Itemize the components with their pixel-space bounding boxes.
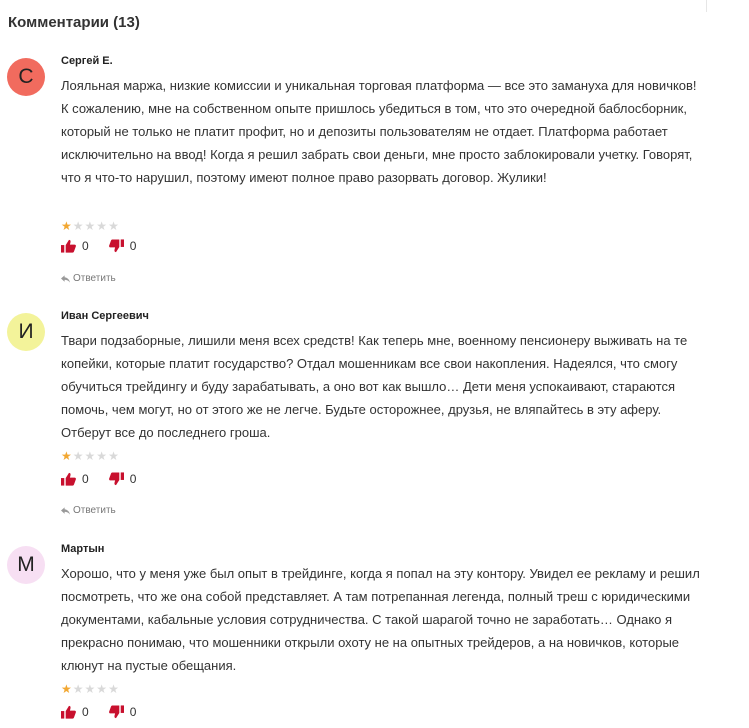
reply-label: Ответить	[73, 273, 116, 284]
avatar: С	[7, 58, 45, 96]
avatar: И	[7, 313, 45, 351]
reply-arrow-icon	[61, 507, 70, 515]
like-count: 0	[82, 705, 89, 719]
star-icon[interactable]: ★	[84, 682, 97, 696]
rating-stars[interactable]	[61, 220, 120, 232]
like-count: 0	[82, 472, 89, 486]
like-count: 0	[82, 239, 89, 253]
like-button[interactable]	[61, 472, 89, 486]
vote-bar	[61, 704, 136, 720]
divider-line	[706, 0, 707, 12]
thumbs-down-icon	[109, 472, 124, 486]
avatar: М	[7, 546, 45, 584]
star-icon[interactable]: ★	[84, 449, 97, 463]
star-icon[interactable]: ★	[108, 682, 120, 696]
dislike-button[interactable]	[109, 705, 137, 719]
star-icon[interactable]: ★	[108, 449, 120, 463]
comment-text: Хорошо, что у меня уже был опыт в трейдинге, когда я попал на эту контору. Увидел ее рекламу и решил посмотреть, что же она собой представляет. А там потрепанная легенда, полный треш с юридическими документами, кабальные условия сотрудничества. С такой шарагой точно не заработать… Однако я прекрасно понимаю, что мошенники открыли охоту не на опытных трейдеров, а на новичков, которые клюнут на пустые обещания.	[61, 566, 700, 673]
thumbs-up-icon	[61, 472, 76, 486]
star-icon[interactable]: ★	[96, 449, 109, 463]
comment-text: Твари подзаборные, лишили меня всех средств! Как теперь мне, военному пенсионеру выживать на те копейки, которые платит государство? Отдал мошенникам все свои накопления. Надеялся, что смогу обучиться трейдингу и буду зарабатывать, а оно вот как вышло… Дети меня успокаивают, стараются помочь, чем могут, но от этого же не легче. Будьте осторожнее, друзья, не вляпайтесь в эту аферу. Отберут все до последнего гроша.	[61, 333, 688, 440]
vote-bar	[61, 471, 136, 487]
rating-stars[interactable]	[61, 683, 120, 695]
dislike-count: 0	[129, 239, 137, 253]
dislike-count: 0	[129, 705, 137, 719]
thumbs-down-icon	[109, 705, 124, 719]
comment-author: Сергей Е.	[61, 55, 113, 67]
thumbs-up-icon	[61, 239, 76, 253]
thumbs-down-icon	[109, 239, 124, 253]
dislike-button[interactable]	[109, 472, 137, 486]
comment-text: Лояльная маржа, низкие комиссии и уникальная торговая платформа — все это замануха для новичков! К сожалению, мне на собственном опыте пришлось убедиться в том, что это очередной баблосборник, который не только не платит профит, но и депозиты пользователям не отдает. Платформа работает исключительно на ввод! Когда я решил забрать свои деньги, мне просто заблокировали учетку. Говорят, что я что-то нарушил, поэтому имеют полное право разорвать договор. Жулики!	[61, 78, 697, 185]
star-icon[interactable]: ★	[61, 219, 73, 233]
thumbs-up-icon	[61, 705, 76, 719]
comments-title: Комментарии (13)	[8, 14, 140, 31]
star-icon[interactable]: ★	[108, 219, 120, 233]
star-icon[interactable]: ★	[61, 449, 73, 463]
reply-arrow-icon	[61, 275, 70, 283]
reply-button[interactable]	[61, 505, 116, 516]
star-icon[interactable]: ★	[84, 219, 97, 233]
reply-label: Ответить	[73, 505, 116, 516]
like-button[interactable]	[61, 239, 89, 253]
star-icon[interactable]: ★	[72, 219, 85, 233]
star-icon[interactable]: ★	[61, 682, 73, 696]
rating-stars[interactable]	[61, 450, 120, 462]
star-icon[interactable]: ★	[72, 449, 85, 463]
star-icon[interactable]: ★	[96, 219, 109, 233]
star-icon[interactable]: ★	[96, 682, 109, 696]
like-button[interactable]	[61, 705, 89, 719]
comment-author: Мартын	[61, 543, 105, 555]
vote-bar	[61, 238, 136, 254]
comment-author: Иван Сергеевич	[61, 310, 149, 322]
reply-button[interactable]	[61, 273, 116, 284]
dislike-button[interactable]	[109, 239, 137, 253]
dislike-count: 0	[129, 472, 137, 486]
star-icon[interactable]: ★	[72, 682, 85, 696]
